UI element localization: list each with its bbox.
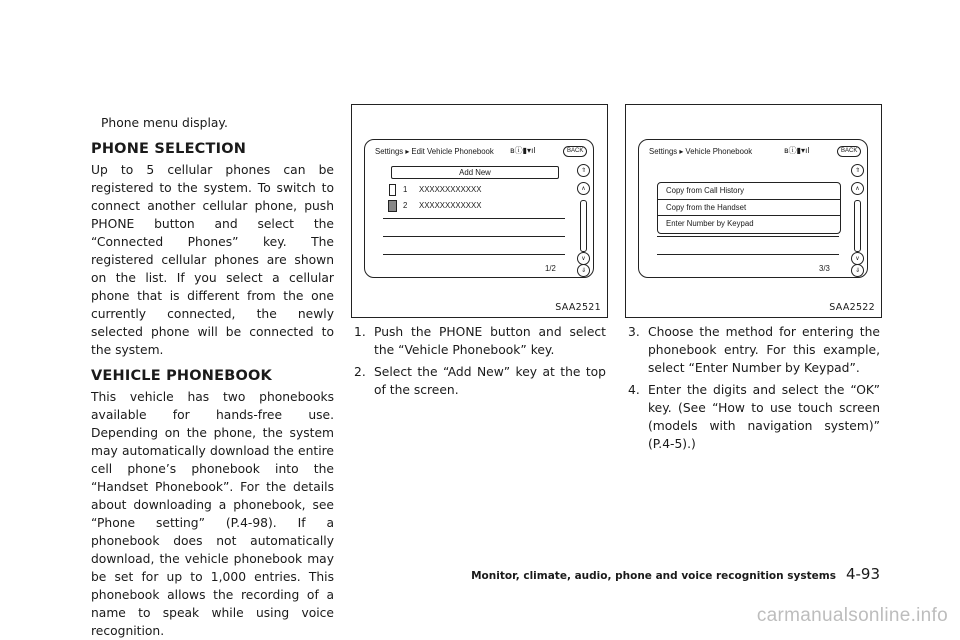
signal-icon: ▾ıl — [801, 146, 810, 155]
paragraph-phone-selection: Up to 5 cellular phones can be registered to the system. To switch to connect another cellular phone, push PHONE button and select the “Connected Phones” key. The registered cellular phones are shown on the list. If you select a cellular phone that is different from the one currently connected, the newly selected phone will be connected to the system. — [91, 163, 334, 357]
phone-icon — [389, 184, 396, 196]
step-3 — [628, 323, 880, 377]
bluetooth-icon: ʙ — [510, 146, 515, 155]
page-indicator: 1/2 — [545, 264, 556, 273]
step-text: Enter the digits and select the “OK” key. (See “How to use touch screen (models with navigation system)” (P.4-5).) — [648, 383, 880, 451]
scrollbar[interactable] — [854, 200, 861, 252]
status-icons — [784, 145, 810, 156]
battery-icon: ▮ — [796, 146, 802, 155]
heading-phone-selection: PHONE SELECTION — [91, 141, 247, 157]
scroll-top-icon[interactable]: ⇑ — [851, 164, 864, 177]
list-row-2[interactable] — [383, 200, 565, 216]
step-2 — [354, 363, 606, 399]
list-row-empty — [383, 254, 565, 271]
battery-icon: ▮ — [522, 146, 528, 155]
option-copy-call-history[interactable] — [658, 183, 840, 199]
back-button[interactable]: BACK — [837, 146, 861, 157]
back-button[interactable]: BACK — [563, 146, 587, 157]
bluetooth-icon: ʙ — [784, 146, 789, 155]
left-column — [91, 114, 334, 640]
scroll-up-icon[interactable]: ∧ — [577, 182, 590, 195]
list-row-empty — [657, 236, 839, 253]
list-row-empty — [657, 254, 839, 271]
status-icons — [510, 145, 536, 156]
list-row-empty — [383, 236, 565, 253]
screen-frame — [364, 139, 594, 278]
list-row-1[interactable] — [383, 184, 565, 200]
scrollbar[interactable] — [580, 200, 587, 252]
list-row-empty — [383, 218, 565, 235]
scroll-down-icon[interactable]: ∨ — [577, 252, 590, 265]
step-number: 2. — [354, 365, 366, 379]
add-new-button[interactable]: Add New — [391, 166, 559, 179]
row-name: XXXXXXXXXXXX — [419, 201, 482, 210]
paragraph-vehicle-phonebook: This vehicle has two phonebooks available for hands-free use. Depending on the phone, the system may automatically download the entire cell phone’s phonebook into the “Handset Phonebook”. For the details about downloading a phonebook, see “Phone setting” (P.4-98). If a phonebook does not automatically download, the vehicle phonebook may be set for up to 1,000 entries. This phonebook allows the recording of a name to speak while using voice recognition. — [91, 390, 334, 638]
figure-vehicle-phonebook — [625, 104, 882, 318]
option-copy-handset[interactable] — [658, 199, 840, 216]
heading-vehicle-phonebook: VEHICLE PHONEBOOK — [91, 368, 272, 384]
row-name: XXXXXXXXXXXX — [419, 185, 482, 194]
row-number: 2 — [403, 201, 408, 210]
figure-edit-vehicle-phonebook — [351, 104, 608, 318]
step-number: 4. — [628, 383, 640, 397]
step-text: Select the “Add New” key at the top of the screen. — [374, 365, 606, 397]
right-steps — [628, 323, 880, 457]
footer-section: Monitor, climate, audio, phone and voice recognition systems — [471, 570, 836, 582]
option-label: Copy from Call History — [666, 186, 744, 195]
row-number: 1 — [403, 185, 408, 194]
screen-title: Settings ▸ Vehicle Phonebook — [649, 147, 753, 156]
scroll-top-icon[interactable]: ⇑ — [577, 164, 590, 177]
option-list — [657, 182, 841, 234]
page-footer — [471, 565, 880, 583]
signal-icon: ▾ıl — [527, 146, 536, 155]
option-enter-keypad[interactable] — [658, 215, 840, 233]
scroll-bottom-icon[interactable]: ⇓ — [851, 264, 864, 277]
step-text: Choose the method for entering the phonebook entry. For this example, select “Enter Number by Keypad”. — [648, 325, 880, 375]
step-text: Push the PHONE button and select the “Vehicle Phonebook” key. — [374, 325, 606, 357]
middle-steps — [354, 323, 606, 403]
scroll-down-icon[interactable]: ∨ — [851, 252, 864, 265]
info-icon: ⓘ — [514, 146, 523, 155]
figure-code: SAA2522 — [829, 302, 875, 313]
screen-frame — [638, 139, 868, 278]
step-4 — [628, 381, 880, 453]
option-label: Enter Number by Keypad — [666, 219, 754, 228]
watermark: carmanualsonline.info — [756, 605, 948, 626]
step-number: 3. — [628, 325, 640, 339]
intro-text: Phone menu display. — [101, 116, 228, 130]
handset-icon — [388, 200, 397, 212]
footer-page-number: 4-93 — [845, 565, 880, 583]
step-number: 1. — [354, 325, 366, 339]
page-indicator: 3/3 — [819, 264, 830, 273]
screen-title: Settings ▸ Edit Vehicle Phonebook — [375, 147, 494, 156]
option-label: Copy from the Handset — [666, 203, 747, 212]
scroll-bottom-icon[interactable]: ⇓ — [577, 264, 590, 277]
step-1 — [354, 323, 606, 359]
info-icon: ⓘ — [788, 146, 797, 155]
figure-code: SAA2521 — [555, 302, 601, 313]
scroll-up-icon[interactable]: ∧ — [851, 182, 864, 195]
